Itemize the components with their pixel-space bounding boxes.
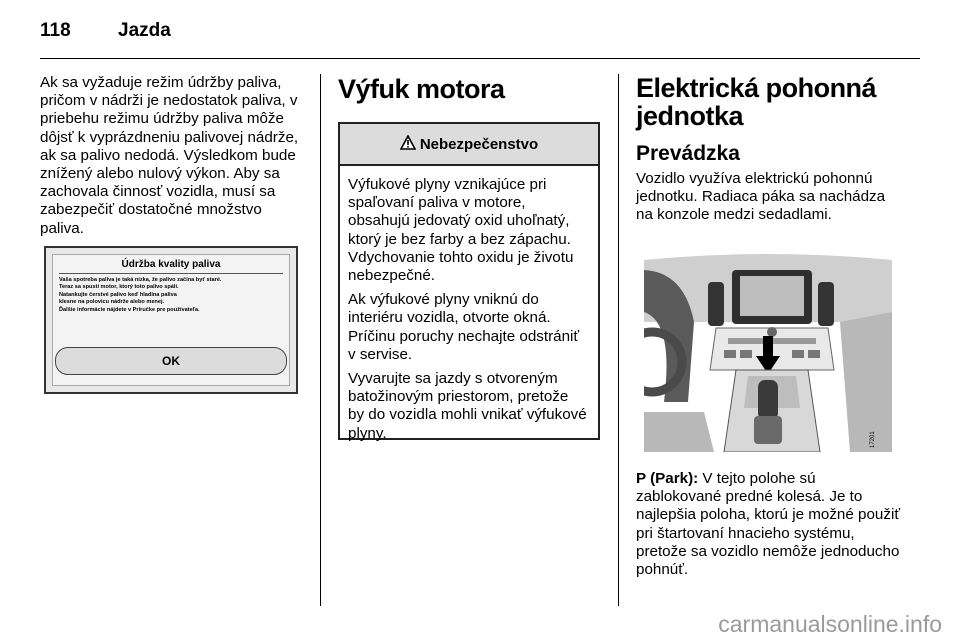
image-code: 17201 (870, 431, 876, 448)
screen-panel (52, 254, 290, 386)
column-electric-drive (636, 73, 904, 579)
engine-exhaust-heading: Výfuk motora (338, 74, 505, 104)
screen-line: klesne na polovicu nádrže alebo menej. (59, 299, 165, 306)
column-divider-1 (320, 74, 321, 606)
park-text: V tejto polohe sú zablokované predné kolesá. Je to najlepšia poloha, ktorú je možné použiť pri štartovaní hnacieho systému, pretože sa vozidlo nemôže jednoducho pohnúť. (636, 470, 901, 579)
electric-drive-heading: Elektrická pohonná jednotka (636, 73, 877, 131)
screen-ok-button: OK (55, 347, 287, 375)
screen-line: Teraz sa spustí motor, ktorý toto palivo spáli. (59, 284, 179, 291)
shift-lever-console-illustration (644, 252, 892, 452)
screen-line: Ďalšie informácie nájdete v Príručke pre používateľa. (59, 306, 200, 313)
header-divider (40, 58, 920, 59)
warning-body (340, 166, 598, 443)
page-number: 118 (40, 20, 71, 41)
warning-header (340, 124, 598, 166)
warning-paragraph: Vyvarujte sa jazdy s otvoreným batožinovým priestorom, pretože by do vozidla mohli vnikať výfukové plyny. (348, 370, 587, 442)
electric-drive-intro: Vozidlo využíva elektrickú pohonnú jednotku. Radiaca páka sa nachádza na konzole medzi sedadlami. (636, 170, 886, 224)
page-header (40, 14, 920, 50)
warning-paragraph: Ak výfukové plyny vniknú do interiéru vozidla, otvorte okná. Príčinu poruchy nechajte odstrániť v servise. (348, 291, 580, 363)
screen-line: Natankujte čerstvé palivo keď hladina paliva (59, 291, 177, 298)
warning-title: Nebezpečenstvo (419, 135, 539, 153)
section-title: Jazda (118, 20, 171, 41)
warning-triangle-icon (400, 135, 416, 154)
column-fuel-maintenance (40, 74, 306, 238)
operation-subheading: Prevádzka (636, 142, 740, 165)
screen-title: Údržba kvality paliva (121, 259, 221, 270)
column-divider-2 (618, 74, 619, 606)
screen-message (59, 277, 283, 314)
fuel-quality-screen-illustration (44, 246, 298, 394)
watermark: carmanualsonline.info (718, 611, 942, 637)
fuel-maintenance-paragraph: Ak sa vyžaduje režim údržby paliva, pričom v nádrži je nedostatok paliva, v priebehu režimu údržby paliva môže dôjsť k vyprázdneniu palivovej nádrže, ak sa palivo nedodá. Výsledkom bude znížený alebo nulový výkon. Aby sa zachovala činnosť vozidla, musí sa zabezpečiť dostatočné množstvo paliva. (40, 74, 299, 237)
screen-title-divider (59, 273, 283, 274)
column-engine-exhaust (338, 74, 602, 442)
park-label: P (Park): (636, 470, 699, 487)
warning-paragraph: Výfukové plyny vznikajúce pri spaľovaní paliva v motore, obsahujú jedovatý oxid uhoľnatý, ktorý je bez farby a bez zápachu. Vdychovanie tohto oxidu je životu nebezpečné. (348, 176, 574, 285)
screen-line: Vaša spotreba paliva je taká nízka, že palivo začína byť staré. (59, 277, 222, 283)
danger-warning-box (338, 122, 600, 440)
park-paragraph (636, 470, 904, 579)
